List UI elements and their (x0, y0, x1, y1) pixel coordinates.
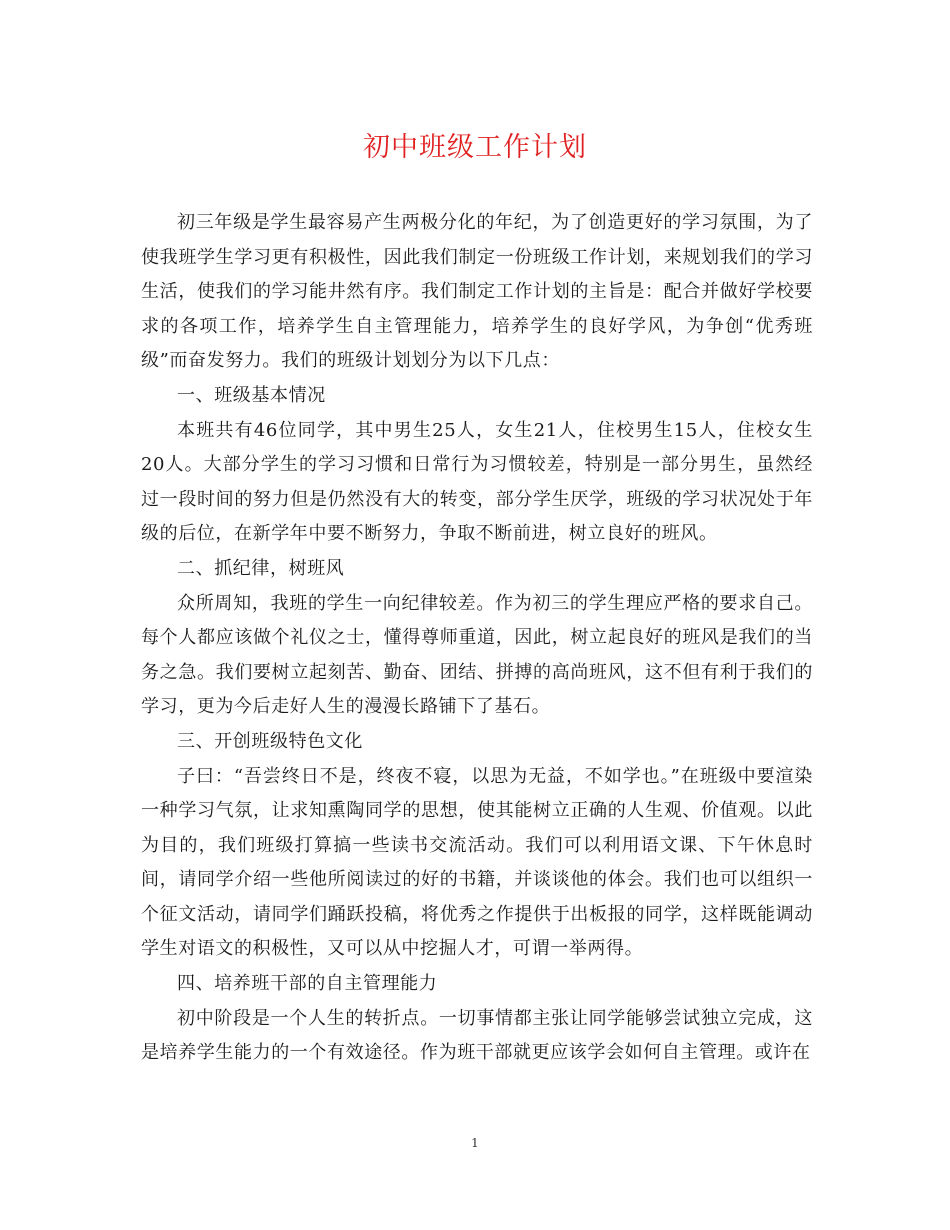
section-paragraph-3: 子曰：“吾尝终日不是，终夜不寝，以思为无益，不如学也。”在班级中要渲染一种学习气氛，让求知熏陶同学的思想，使其能树立正确的人生观、价值观。以此为目的，我们班级打算搞一些读书交流活动。我们可以利用语文课、下午休息时间，请同学介绍一些他所阅读过的好的书籍，并谈谈他的体会。我们也可以组织一个征文活动，请同学们踊跃投稿，将优秀之作提供于出板报的同学，这样既能调动学生对语文的积极性，又可以从中挖掘人才，可谓一举两得。 (141, 765, 813, 960)
section-heading-4: 四、培养班干部的自主管理能力 (177, 973, 438, 995)
section-paragraph-1: 本班共有46位同学，其中男生25人，女生21人，住校男生15人，住校女生20人。大部分学生的学习习惯和日常行为习惯较差，特别是一部分男生，虽然经过一段时间的努力但是仍然没有大的转变，部分学生厌学，班级的学习状况处于年级的后位，在新学年中要不断努力，争取不断前进，树立良好的班风。 (141, 419, 813, 545)
document-body (141, 206, 813, 1071)
intro-paragraph: 初三年级是学生最容易产生两极分化的年纪，为了创造更好的学习氛围，为了使我班学生学习更有积极性，因此我们制定一份班级工作计划，来规划我们的学习生活，使我们的学习能井然有序。我们制定工作计划的主旨是：配合并做好学校要求的各项工作，培养学生自主管理能力，培养学生的良好学风，为争创“优秀班级”而奋发努力。我们的班级计划划分为以下几点： (141, 212, 813, 372)
section-paragraph-2: 众所周知，我班的学生一向纪律较差。作为初三的学生理应严格的要求自己。每个人都应该做个礼仪之士，懂得尊师重道，因此，树立起良好的班风是我们的当务之急。我们要树立起刻苦、勤奋、团结、拼搏的高尚班风，这不但有利于我们的学习，更为今后走好人生的漫漫长路铺下了基石。 (141, 592, 813, 718)
section-paragraph-4: 初中阶段是一个人生的转折点。一切事情都主张让同学能够尝试独立完成，这是培养学生能力的一个有效途径。作为班干部就更应该学会如何自主管理。或许在 (141, 1007, 813, 1064)
section-heading-3: 三、开创班级特色文化 (177, 730, 363, 752)
page-number: 1 (471, 1136, 479, 1150)
document-title: 初中班级工作计划 (363, 132, 587, 163)
section-heading-2: 二、抓纪律，树班风 (177, 557, 345, 579)
section-heading-1: 一、班级基本情况 (177, 384, 326, 406)
